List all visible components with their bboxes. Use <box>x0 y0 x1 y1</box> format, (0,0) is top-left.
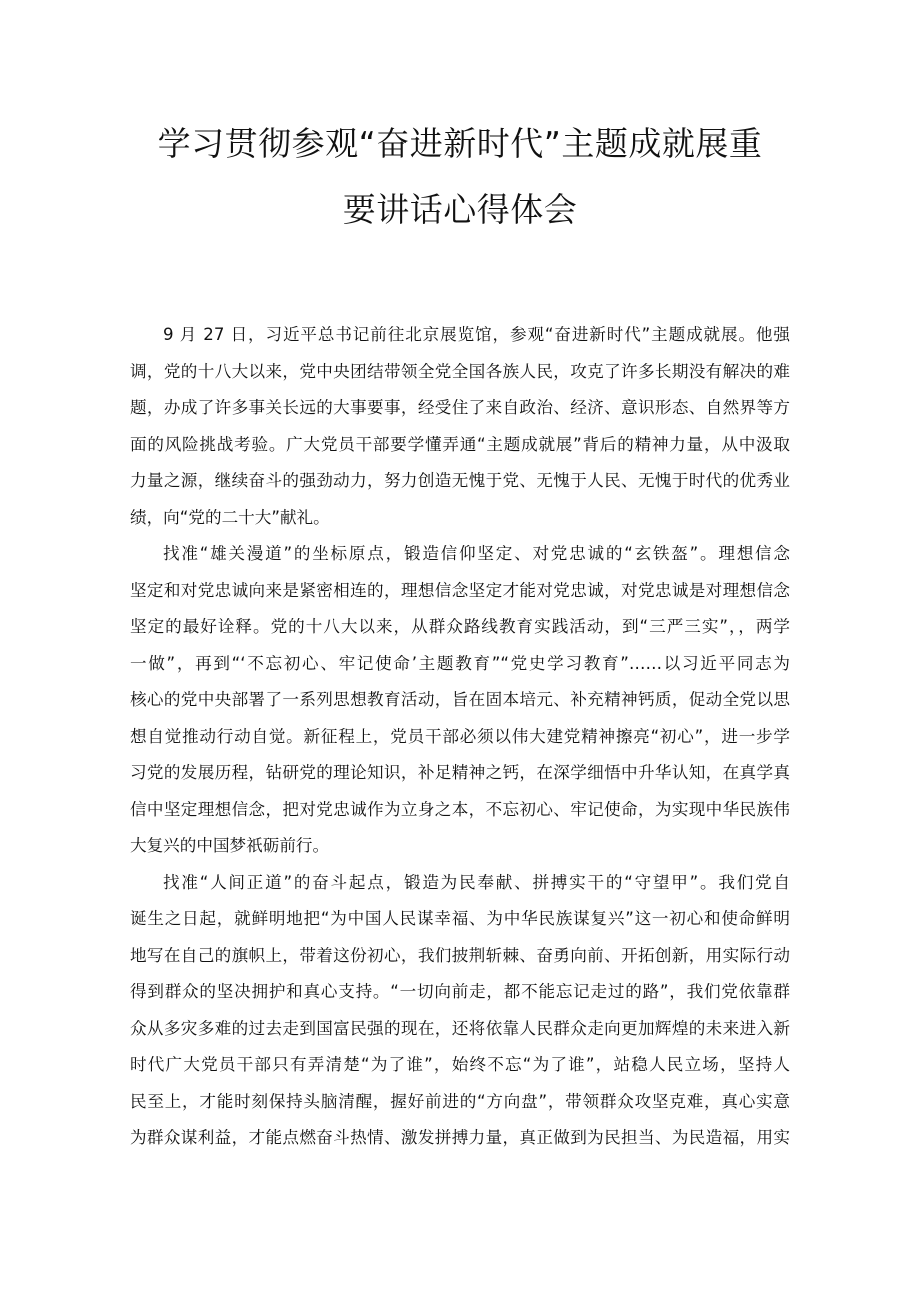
paragraph-3-line-8: 为群众谋利益，才能点燃奋斗热情、激发拼搏力量，真正做到为民担当、为民造福，用实 <box>130 1128 790 1147</box>
document-body <box>130 317 790 1157</box>
document-title-line-1: 学习贯彻参观“奋进新时代”主题成就展重 <box>157 124 763 163</box>
document-title-line-2: 要讲话心得体会 <box>342 190 578 229</box>
paragraph-3-line-2: 诞生之日起，就鲜明地把“为中国人民谋幸福、为中华民族谋复兴”这一初心和使命鲜明 <box>130 909 790 928</box>
paragraph-2-line-5: 核心的党中央部署了一系列思想教育活动，旨在固本培元、补充精神钙质，促动全党以思 <box>130 690 790 709</box>
paragraph-1-line-2: 调，党的十八大以来，党中央团结带领全党全国各族人民，攻克了许多长期没有解决的难 <box>130 361 790 381</box>
paragraph-2-line-1: 找准“雄关漫道”的坐标原点，锻造信仰坚定、对党忠诚的“玄铁盔”。理想信念 <box>163 544 790 563</box>
paragraph-1-line-6: 绩，向“党的二十大”献礼。 <box>130 507 330 527</box>
paragraph-3-line-4: 得到群众的坚决拥护和真心支持。“一切向前走，都不能忘记走过的路”，我们党依靠群 <box>130 982 790 1001</box>
paragraph-3-line-7: 民至上，才能时刻保持头脑清醒，握好前进的“方向盘”，带领群众攻坚克难，真心实意 <box>130 1091 790 1111</box>
paragraph-1-line-5: 力量之源，继续奋斗的强劲动力，努力创造无愧于党、无愧于人民、无愧于时代的优秀业 <box>130 471 790 490</box>
paragraph-3-line-1: 找准“人间正道”的奋斗起点，锻造为民奉献、拼搏实干的“守望甲”。我们党自 <box>163 872 790 892</box>
paragraph-1-line-4: 面的风险挑战考验。广大党员干部要学懂弄通“主题成就展”背后的精神力量，从中汲取 <box>130 434 790 454</box>
paragraph-2-line-2: 坚定和对党忠诚向来是紧密相连的，理想信念坚定才能对党忠诚，对党忠诚是对理想信念 <box>130 580 790 600</box>
paragraph-2-line-9: 大复兴的中国梦祇砺前行。 <box>130 836 330 855</box>
paragraph-2-line-6: 想自觉推动行动自觉。新征程上，党员干部必须以伟大建党精神擦亮“初心”，进一步学 <box>130 726 790 746</box>
paragraph-2-line-8: 信中坚定理想信念，把对党忠诚作为立身之本，不忘初心、牢记使命，为实现中华民族伟 <box>130 799 790 819</box>
paragraph-3-line-3: 地写在自己的旗帜上，带着这份初心，我们披荆斩棘、奋勇向前、开拓创新，用实际行动 <box>130 945 790 965</box>
paragraph-1-line-1: 9 月 27 日，习近平总书记前往北京展览馆，参观“奋进新时代”主题成就展。他强 <box>163 325 790 344</box>
paragraph-3-line-5: 众从多灾多难的过去走到国富民强的现在，还将依靠人民群众走向更加辉煌的未来进入新 <box>130 1018 790 1038</box>
paragraph-3-line-6: 时代广大党员干部只有弄清楚“为了谁”，始终不忘“为了谁”，站稳人民立场，坚持人 <box>130 1055 790 1074</box>
paragraph-2-line-3: 坚定的最好诠释。党的十八大以来，从群众路线教育实践活动，到“三严三实”，，两学 <box>130 617 790 636</box>
paragraph-2-line-7: 习党的发展历程，钻研党的理论知识，补足精神之钙，在深学细悟中升华认知，在真学真 <box>130 763 790 782</box>
paragraph-1-line-3: 题，办成了许多事关长远的大事要事，经受住了来自政治、经济、意识形态、自然界等方 <box>130 398 790 417</box>
paragraph-2-line-4: 一做”，再到“‘不忘初心、牢记使命’主题教育”“党史学习教育”……以习近平同志为 <box>130 653 790 673</box>
